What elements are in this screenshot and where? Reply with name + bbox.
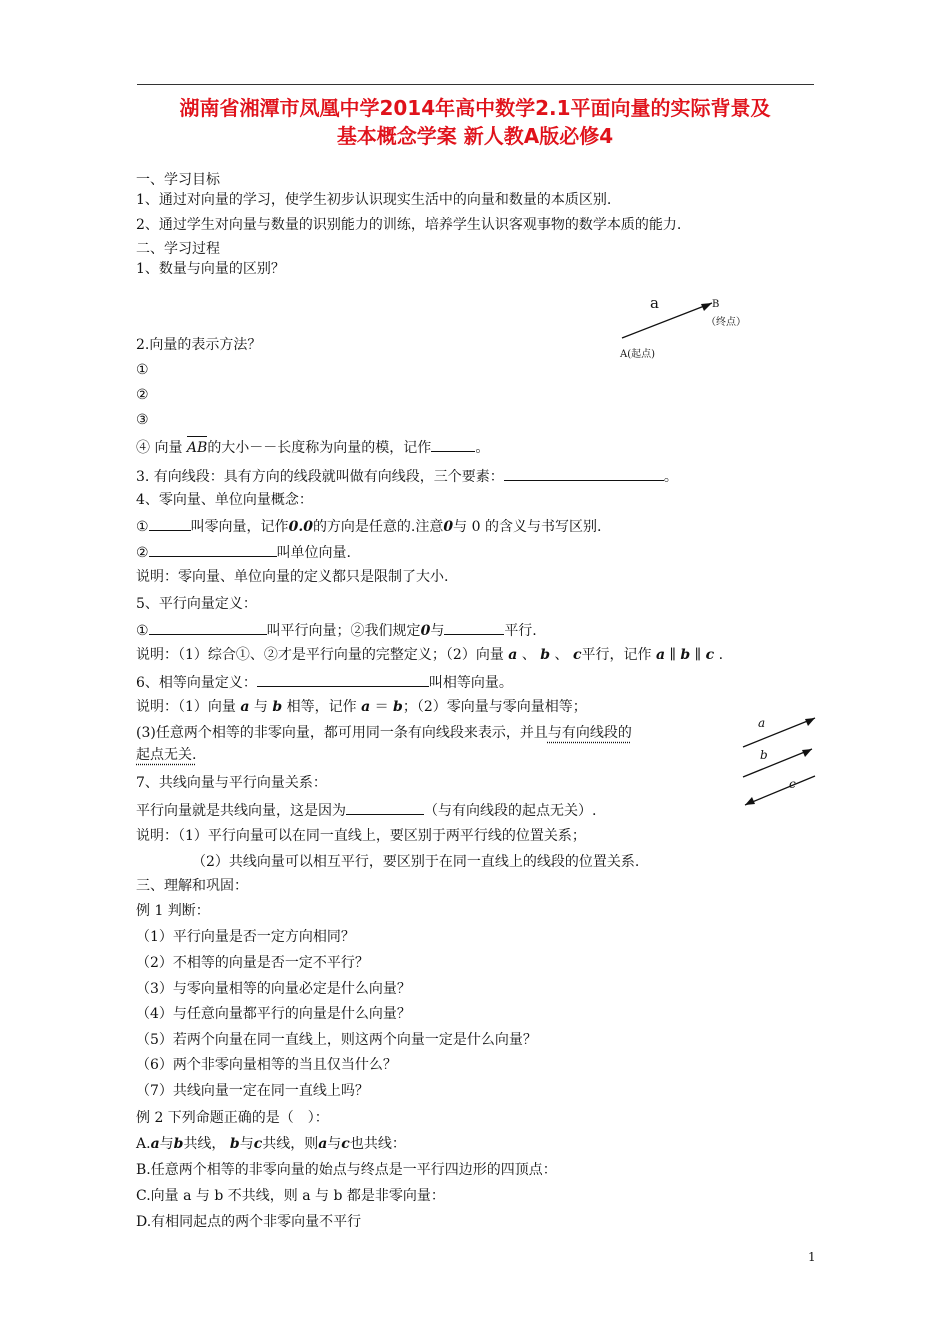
example-2: 例 2 下列命题正确的是（ ）：: [136, 1110, 329, 1126]
note-3: 说明：（1）向量 a 与 b 相等，记作 a ＝ b；（2）零向量与零向量相等；: [136, 699, 587, 715]
vector-label-a: a: [650, 294, 659, 312]
section-2-heading: 二、学习过程: [136, 241, 220, 257]
parallel-vectors-figure: [735, 710, 825, 810]
option-a: A.a与b共线， b与c共线，则a与c也共线：: [136, 1136, 406, 1152]
question-2: （2）不相等的向量是否一定不平行？: [136, 955, 369, 971]
note-2: 说明：（1）综合①、②才是平行向量的完整定义；（2）向量 a 、 b 、 c平行，记作 a ∥ b ∥ c .: [136, 647, 724, 663]
header-rule: [137, 84, 814, 85]
point-3: 3. 有向线段：具有方向的线段就叫做有向线段，三个要素： 。: [136, 465, 678, 487]
vector-ab-symbol: AB: [187, 436, 207, 458]
note-3-cont: (3)任意两个相等的非零向量，都可用同一条有向线段来表示，并且与有向线段的: [136, 725, 632, 741]
question-5: （5）若两个向量在同一直线上，则这两个向量一定是什么向量？: [136, 1032, 537, 1048]
option-d: D.有相同起点的两个非零向量不平行: [136, 1214, 362, 1230]
zero-vector-def: ① 叫零向量，记作0.0的方向是任意的.注意0与 0 的含义与书写区别.: [136, 515, 601, 537]
point-4: 4、零向量、单位向量概念：: [136, 492, 313, 508]
parallel-label-b: b: [760, 748, 768, 762]
point-1: 1、数量与向量的区别？: [136, 261, 285, 277]
note-3-end: 起点无关.: [136, 747, 197, 763]
unit-vector-def: ② 叫单位向量.: [136, 541, 351, 563]
section-3-heading: 三、理解和巩固：: [136, 878, 248, 894]
end-point-label: B: [712, 299, 720, 310]
option-b: B.任意两个相等的非零向量的始点与终点是一平行四边形的四顶点：: [136, 1162, 557, 1178]
title-line-2: 基本概念学案 新人教A版必修4: [336, 124, 614, 148]
method-1: ①: [136, 362, 149, 378]
goal-1: 1、通过对向量的学习，使学生初步认识现实生活中的向量和数量的本质区别.: [136, 192, 612, 208]
parallel-label-a: a: [758, 716, 766, 730]
option-c: C.向量 a 与 b 不共线，则 a 与 b 都是非零向量：: [136, 1188, 445, 1204]
question-1: （1）平行向量是否一定方向相同？: [136, 929, 355, 945]
point-6: 6、相等向量定义： 叫相等向量。: [136, 671, 513, 693]
note-1: 说明：零向量、单位向量的定义都只是限制了大小.: [136, 569, 449, 585]
question-4: （4）与任意向量都平行的向量是什么向量？: [136, 1006, 411, 1022]
method-4: ④ 向量 AB的大小－－长度称为向量的模，记作 。: [136, 436, 489, 458]
question-3: （3）与零向量相等的向量必定是什么向量？: [136, 981, 411, 997]
start-point-label: A(起点): [620, 349, 656, 360]
parallel-label-c: c: [789, 777, 796, 791]
title-line-1: 湖南省湘潭市凤凰中学2014年高中数学2.1平面向量的实际背景及: [179, 96, 771, 120]
method-2: ②: [136, 387, 149, 403]
goal-2: 2、通过学生对向量与数量的识别能力的训练，培养学生认识客观事物的数学本质的能力.: [136, 217, 682, 233]
note-4a: 说明：（1）平行向量可以在同一直线上，要区别于两平行线的位置关系；: [136, 828, 586, 844]
point-5: 5、平行向量定义：: [136, 596, 257, 612]
point-7-body: 平行向量就是共线向量，这是因为 （与有向线段的起点无关）.: [136, 799, 596, 821]
parallel-def: ① 叫平行向量；②我们规定0与 平行.: [136, 619, 537, 641]
point-7: 7、共线向量与平行向量关系：: [136, 775, 327, 791]
section-1-heading: 一、学习目标: [136, 172, 220, 188]
question-6: （6）两个非零向量相等的当且仅当什么？: [136, 1057, 397, 1073]
question-7: （7）共线向量一定在同一直线上吗？: [136, 1083, 369, 1099]
point-2: 2.向量的表示方法？: [136, 337, 262, 353]
end-point-note: （终点）: [706, 317, 746, 328]
note-4b: （2）共线向量可以相互平行，要区别于在同一直线上的线段的位置关系.: [192, 854, 640, 870]
method-3: ③: [136, 412, 149, 428]
page-number: 1: [808, 1250, 816, 1264]
example-1: 例 1 判断：: [136, 903, 210, 919]
